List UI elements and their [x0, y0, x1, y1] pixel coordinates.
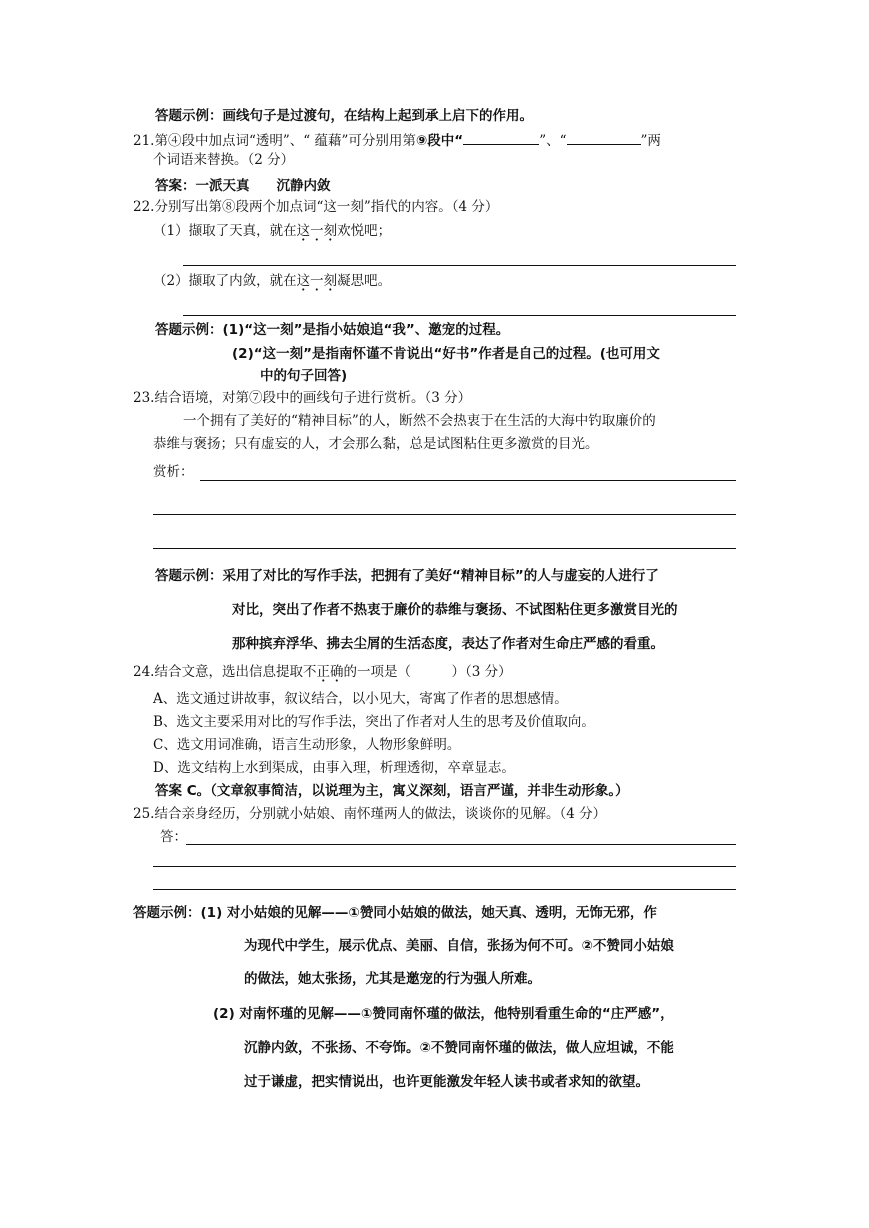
- q23-quote-line1: 一个拥有了美好的“精神目标”的人，断然不会热衷于在生活的大海中钓取廉价的: [183, 413, 656, 429]
- q25-answer-line-3[interactable]: [153, 889, 736, 890]
- q21-stem-part2: ⑨段中“: [415, 133, 464, 149]
- q23-stem: 23.结合语境，对第⑦段中的画线句子进行赏析。（3 分）: [133, 390, 472, 406]
- q25-answer-line-2[interactable]: [153, 866, 736, 867]
- q21-answer: 答案：一派天真 沉静内敛: [155, 178, 331, 194]
- q21-stem: [133, 130, 661, 150]
- q24-stem: [133, 663, 512, 681]
- q22-stem: 22.分别写出第⑧段两个加点词“这一刻”指代的内容。（4 分）: [133, 199, 499, 215]
- q22-example-1: 答题示例：(1)“这一刻”是指小姑娘追“我”、邀宠的过程。: [155, 322, 510, 338]
- q24-option-b[interactable]: B、选文主要采用对比的写作手法，突出了作者对人生的思考及价值取向。: [153, 714, 595, 730]
- q23-example-1: 答题示例：采用了对比的写作手法，把拥有了美好“精神目标”的人与虚妄的人进行了: [155, 568, 659, 584]
- emphasis-char: 刻: [323, 223, 338, 239]
- q22-sub1: [153, 222, 391, 240]
- q22-sub2-post: 凝思吧。: [337, 273, 392, 289]
- q21-stem-part4: ”两: [640, 133, 661, 149]
- intro-example: 答题示例：画线句子是过渡句，在结构上起到承上启下的作用。: [155, 108, 533, 124]
- q21-stem-line2: 个词语来替换。（2 分）: [153, 152, 295, 168]
- q22-example-2: (2)“这一刻”是指南怀谨不肯说出“好书”作者是自己的过程。(也可用文: [232, 346, 660, 362]
- emphasis-char: 确: [329, 664, 344, 680]
- q25-example-2-line2: 沉静内敛，不张扬、不夸饰。②不赞同南怀瑾的做法，做人应坦诚，不能: [244, 1040, 674, 1056]
- q25-example-1-line3: 的做法，她太张扬，尤其是邀宠的行为强人所难。: [244, 971, 541, 987]
- q24-stem-pre: 24.结合文意，选出信息提取不: [133, 664, 317, 680]
- q25-stem: 25.结合亲身经历，分别就小姑娘、南怀瑾两人的做法，谈谈你的见解。（4 分）: [133, 806, 607, 822]
- q23-answer-line-3[interactable]: [153, 548, 736, 549]
- q22-answer-line-2[interactable]: [183, 315, 736, 316]
- q22-sub1-post: 欢悦吧；: [337, 223, 392, 239]
- q21-stem-part3: ”、“: [539, 133, 567, 149]
- q24-option-c[interactable]: C、选文用词准确，语言生动形象，人物形象鲜明。: [153, 737, 461, 753]
- q22-sub2: [153, 272, 391, 290]
- emphasis-char: 一: [310, 223, 324, 239]
- emphasis-char: 正: [316, 664, 330, 680]
- q25-example-2-line1: (2) 对南怀瑾的见解——①赞同南怀瑾的做法，他特别看重生命的“庄严感”，: [213, 1006, 674, 1022]
- q24-option-a[interactable]: A、选文通过讲故事，叙议结合，以小见大，寄寓了作者的思想感情。: [153, 691, 568, 707]
- emphasis-char: 刻: [323, 273, 338, 289]
- emphasis-char: 一: [310, 273, 324, 289]
- q22-answer-line-1[interactable]: [183, 265, 736, 266]
- q23-answer-line-1[interactable]: [200, 480, 736, 481]
- q25-label: 答：: [160, 829, 187, 845]
- q25-answer-line-1[interactable]: [186, 844, 736, 845]
- q21-stem-part1: 21.第④段中加点词“透明”、“ 蕴藉”可分别用第: [133, 133, 416, 149]
- q22-sub1-pre: （1）撷取了天真，就在: [153, 223, 297, 239]
- q21-blank-1[interactable]: [463, 130, 539, 145]
- q23-example-3: 那种摈弃浮华、拂去尘屑的生活态度，表达了作者对生命庄严感的看重。: [232, 636, 664, 652]
- emphasis-char: 这: [296, 223, 311, 239]
- q24-stem-post: 的一项是（ ）（3 分）: [343, 664, 512, 680]
- q25-example-1-line2: 为现代中学生，展示优点、美丽、自信，张扬为何不可。②不赞同小姑娘: [244, 938, 674, 954]
- q24-option-d[interactable]: D、选文结构上水到渠成，由事入理，析理透彻，卒章显志。: [153, 760, 515, 776]
- q23-example-2: 对比，突出了作者不热衷于廉价的恭维与褒扬、不试图粘住更多激赏目光的: [232, 602, 678, 618]
- q23-label: 赏析：: [153, 464, 194, 480]
- q22-sub2-pre: （2）撷取了内敛，就在: [153, 273, 297, 289]
- q24-answer: 答案 C。（文章叙事简洁，以说理为主，寓义深刻，语言严谨，并非生动形象。）: [155, 783, 629, 799]
- q25-example-2-line3: 过于谦虚，把实情说出，也许更能激发年轻人读书或者求知的欲望。: [244, 1074, 649, 1090]
- q23-quote-line2: 恭维与褒扬；只有虚妄的人，才会那么黏，总是试图粘住更多激赏的目光。: [153, 436, 599, 452]
- q23-answer-line-2[interactable]: [153, 514, 736, 515]
- q25-example-1-line1: 答题示例：(1) 对小姑娘的见解——①赞同小姑娘的做法，她天真、透明，无饰无邪，作: [133, 905, 657, 921]
- q22-example-3: 中的句子回答): [260, 368, 348, 384]
- q21-blank-2[interactable]: [567, 130, 641, 145]
- emphasis-char: 这: [296, 273, 311, 289]
